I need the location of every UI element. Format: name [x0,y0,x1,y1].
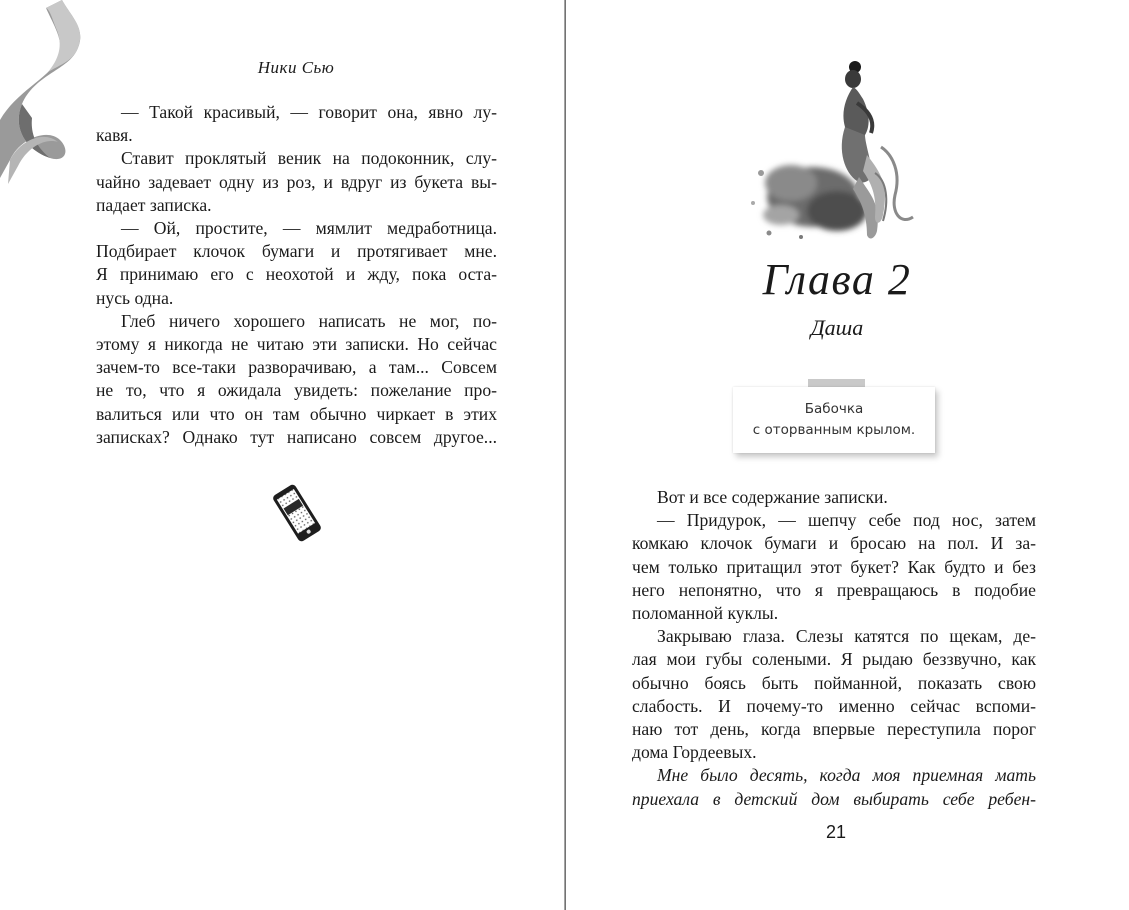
note-line: с оторванным крылом. [752,422,916,438]
text-line: чем только притащил этот букет? Как будто и без [632,556,1036,577]
text-line: приехала в детский дом выбирать себе ребен- [632,788,1036,809]
text-line: Вот и все содержание записки. [657,487,888,507]
right-body-text [632,486,1036,811]
running-head-author: Ники Сью [257,58,335,77]
ballerina-illustration [741,55,941,247]
text-line: дома Гордеевых. [632,742,757,763]
text-line: этому я никогда не читаю эти записки. Но сейчас [96,334,497,355]
text-line: нусь одна. [96,287,174,308]
text-line: Я принимаю его с неохотой и жду, пока оста- [96,264,497,285]
text-line: — Придурок, — шепчу себе под нос, затем [657,510,1036,531]
text-line: Ставит проклятый веник на подоконник, слу- [121,148,497,169]
text-line: поломанной куклы. [632,603,779,624]
text-line: комкаю клочок бумаги и бросаю на пол. И за- [632,533,1036,554]
text-line: обычно боясь быть пойманной, показать свою [632,672,1036,693]
note-card [733,387,935,453]
phone-icon [264,482,330,544]
text-line: Мне было десять, когда моя приемная мать [657,765,1036,786]
text-line: не то, что я ожидала увидеть: пожелание про- [96,380,497,401]
chapter-title: Глава 2 [762,255,912,304]
left-body-text [96,101,497,449]
chapter-subtitle: Даша [810,315,864,340]
text-line: — Ой, простите, — мямлит медработница. [121,218,497,239]
text-line: него непонятно, что я превращаюсь в подобие [632,579,1036,600]
page-number: 21 [825,822,847,842]
text-line: кавя. [96,125,133,146]
ribbon-decoration [0,0,100,190]
text-line: лая мои губы солеными. Я рыдаю беззвучно, как [632,649,1036,670]
text-line: слабость. И почему-то именно сейчас вспоми- [632,695,1036,716]
text-line: Подбирает клочок бумаги и протягивает мне. [96,241,497,262]
text-line: наю тот день, когда впервые переступила порог [632,719,1036,740]
text-line: Глеб ничего хорошего написать не мог, по- [121,310,497,331]
text-line: записках? Однако тут написано совсем другое... [96,426,497,447]
text-line: — Такой красивый, — говорит она, явно лу- [121,102,497,122]
right-page [566,0,1129,910]
note-line: Бабочка [804,401,864,417]
text-line: зачем-то все-таки разворачиваю, а там... Совсем [96,357,497,378]
text-line: Закрываю глаза. Слезы катятся по щекам, де- [657,626,1036,647]
text-line: чайно задевает одну из роз, и вдруг из букета вы- [96,171,497,192]
text-line: валиться или что он там обычно чиркает в этих [96,403,497,424]
text-line: падает записка. [96,194,212,215]
